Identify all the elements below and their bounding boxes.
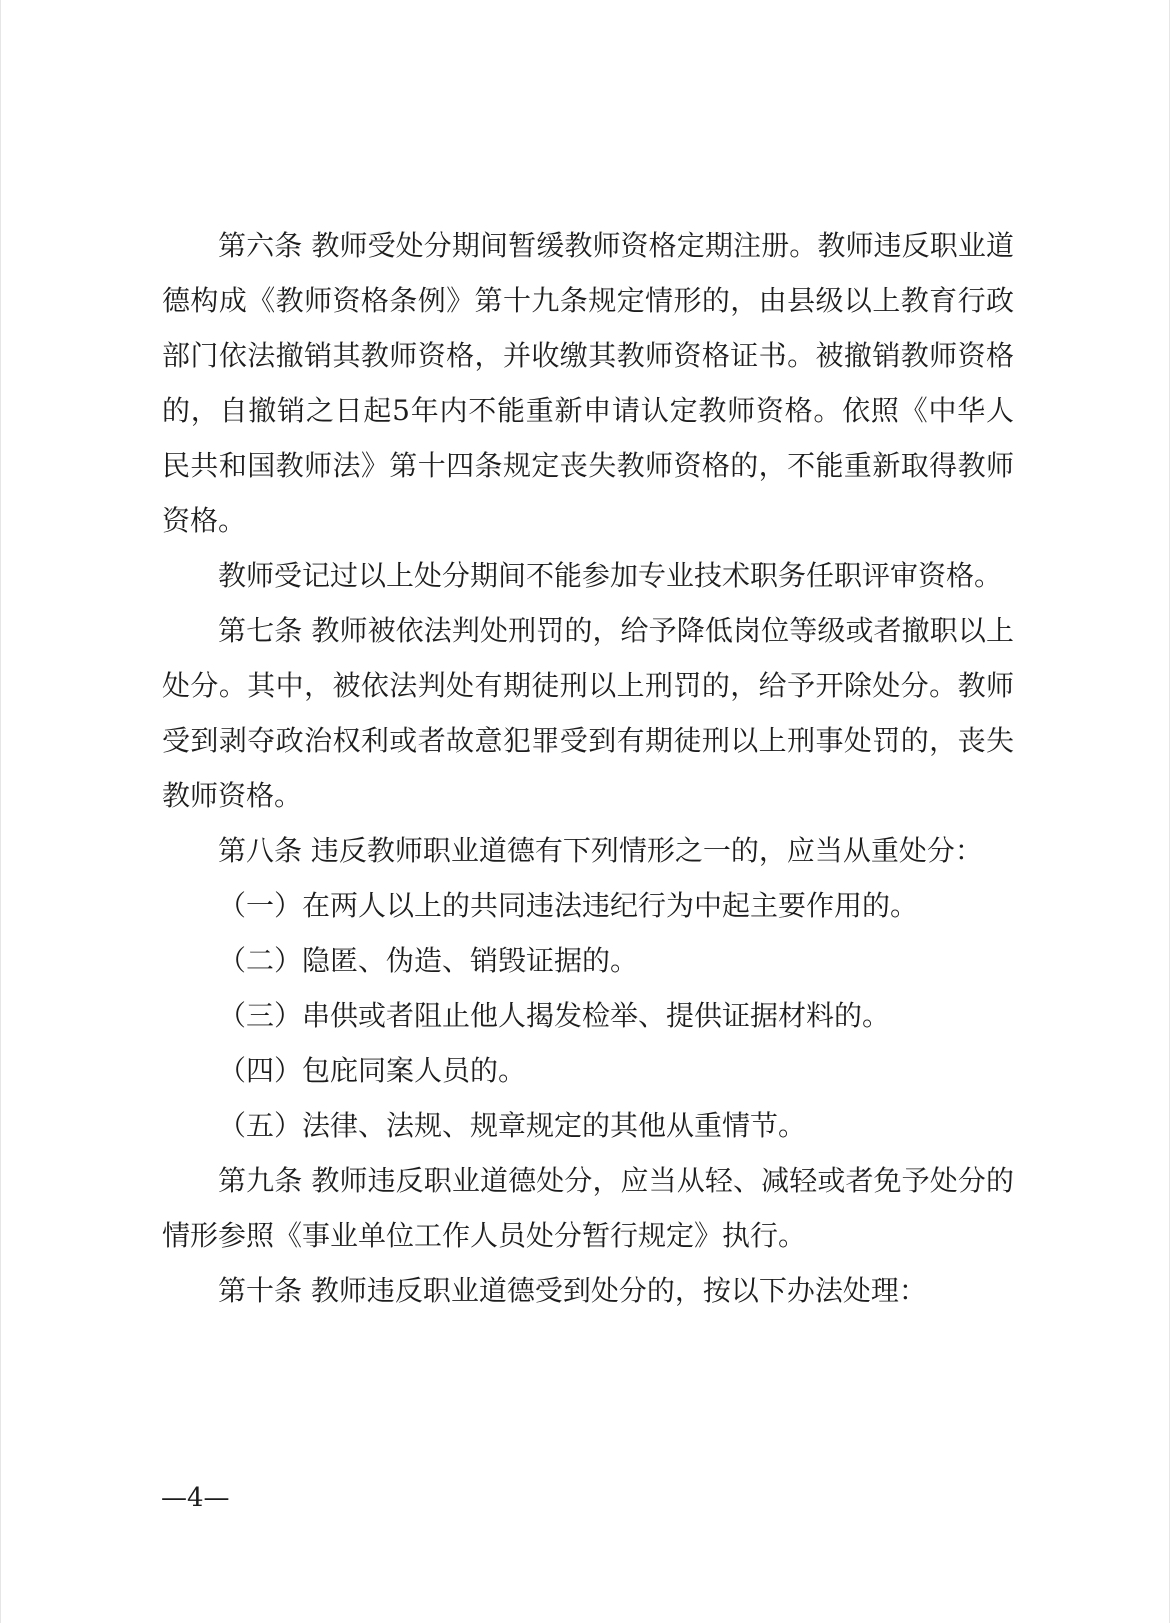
paragraph-article-8: 第八条 违反教师职业道德有下列情形之一的，应当从重处分： — [218, 834, 983, 867]
list-item-3: （三）串供或者阻止他人揭发检举、提供证据材料的。 — [218, 999, 891, 1032]
paragraph-article-10: 第十条 教师违反职业道德受到处分的，按以下办法处理： — [218, 1274, 927, 1307]
list-item-2: （二）隐匿、伪造、销毁证据的。 — [218, 944, 639, 977]
paragraph-article-7: 第七条 教师被依法判处刑罚的，给予降低岗位等级或者撤职以上处分。其中，被依法判处有期徒刑以上刑罚的，给予开除处分。教师受到剥夺政治权利或者故意犯罪受到有期徒刑以上刑事处罚的，丧失教师资格。 — [162, 614, 1014, 812]
document-body — [162, 218, 1014, 1318]
page-number: —4— — [161, 1483, 230, 1513]
list-item-5: （五）法律、法规、规章规定的其他从重情节。 — [218, 1109, 807, 1142]
paragraph-article-6-cont: 教师受记过以上处分期间不能参加专业技术职务任职评审资格。 — [218, 559, 1003, 592]
list-item-4: （四）包庇同案人员的。 — [218, 1054, 527, 1087]
paragraph-article-9: 第九条 教师违反职业道德处分，应当从轻、减轻或者免予处分的情形参照《事业单位工作人员处分暂行规定》执行。 — [162, 1164, 1014, 1252]
paragraph-article-6: 第六条 教师受处分期间暂缓教师资格定期注册。教师违反职业道德构成《教师资格条例》第十九条规定情形的，由县级以上教育行政部门依法撤销其教师资格，并收缴其教师资格证书。被撤销教师资格的，自撤销之日起5年内不能重新申请认定教师资格。依照《中华人民共和国教师法》第十四条规定丧失教师资格的，不能重新取得教师资格。 — [162, 229, 1014, 537]
list-item-1: （一）在两人以上的共同违法违纪行为中起主要作用的。 — [218, 889, 919, 922]
